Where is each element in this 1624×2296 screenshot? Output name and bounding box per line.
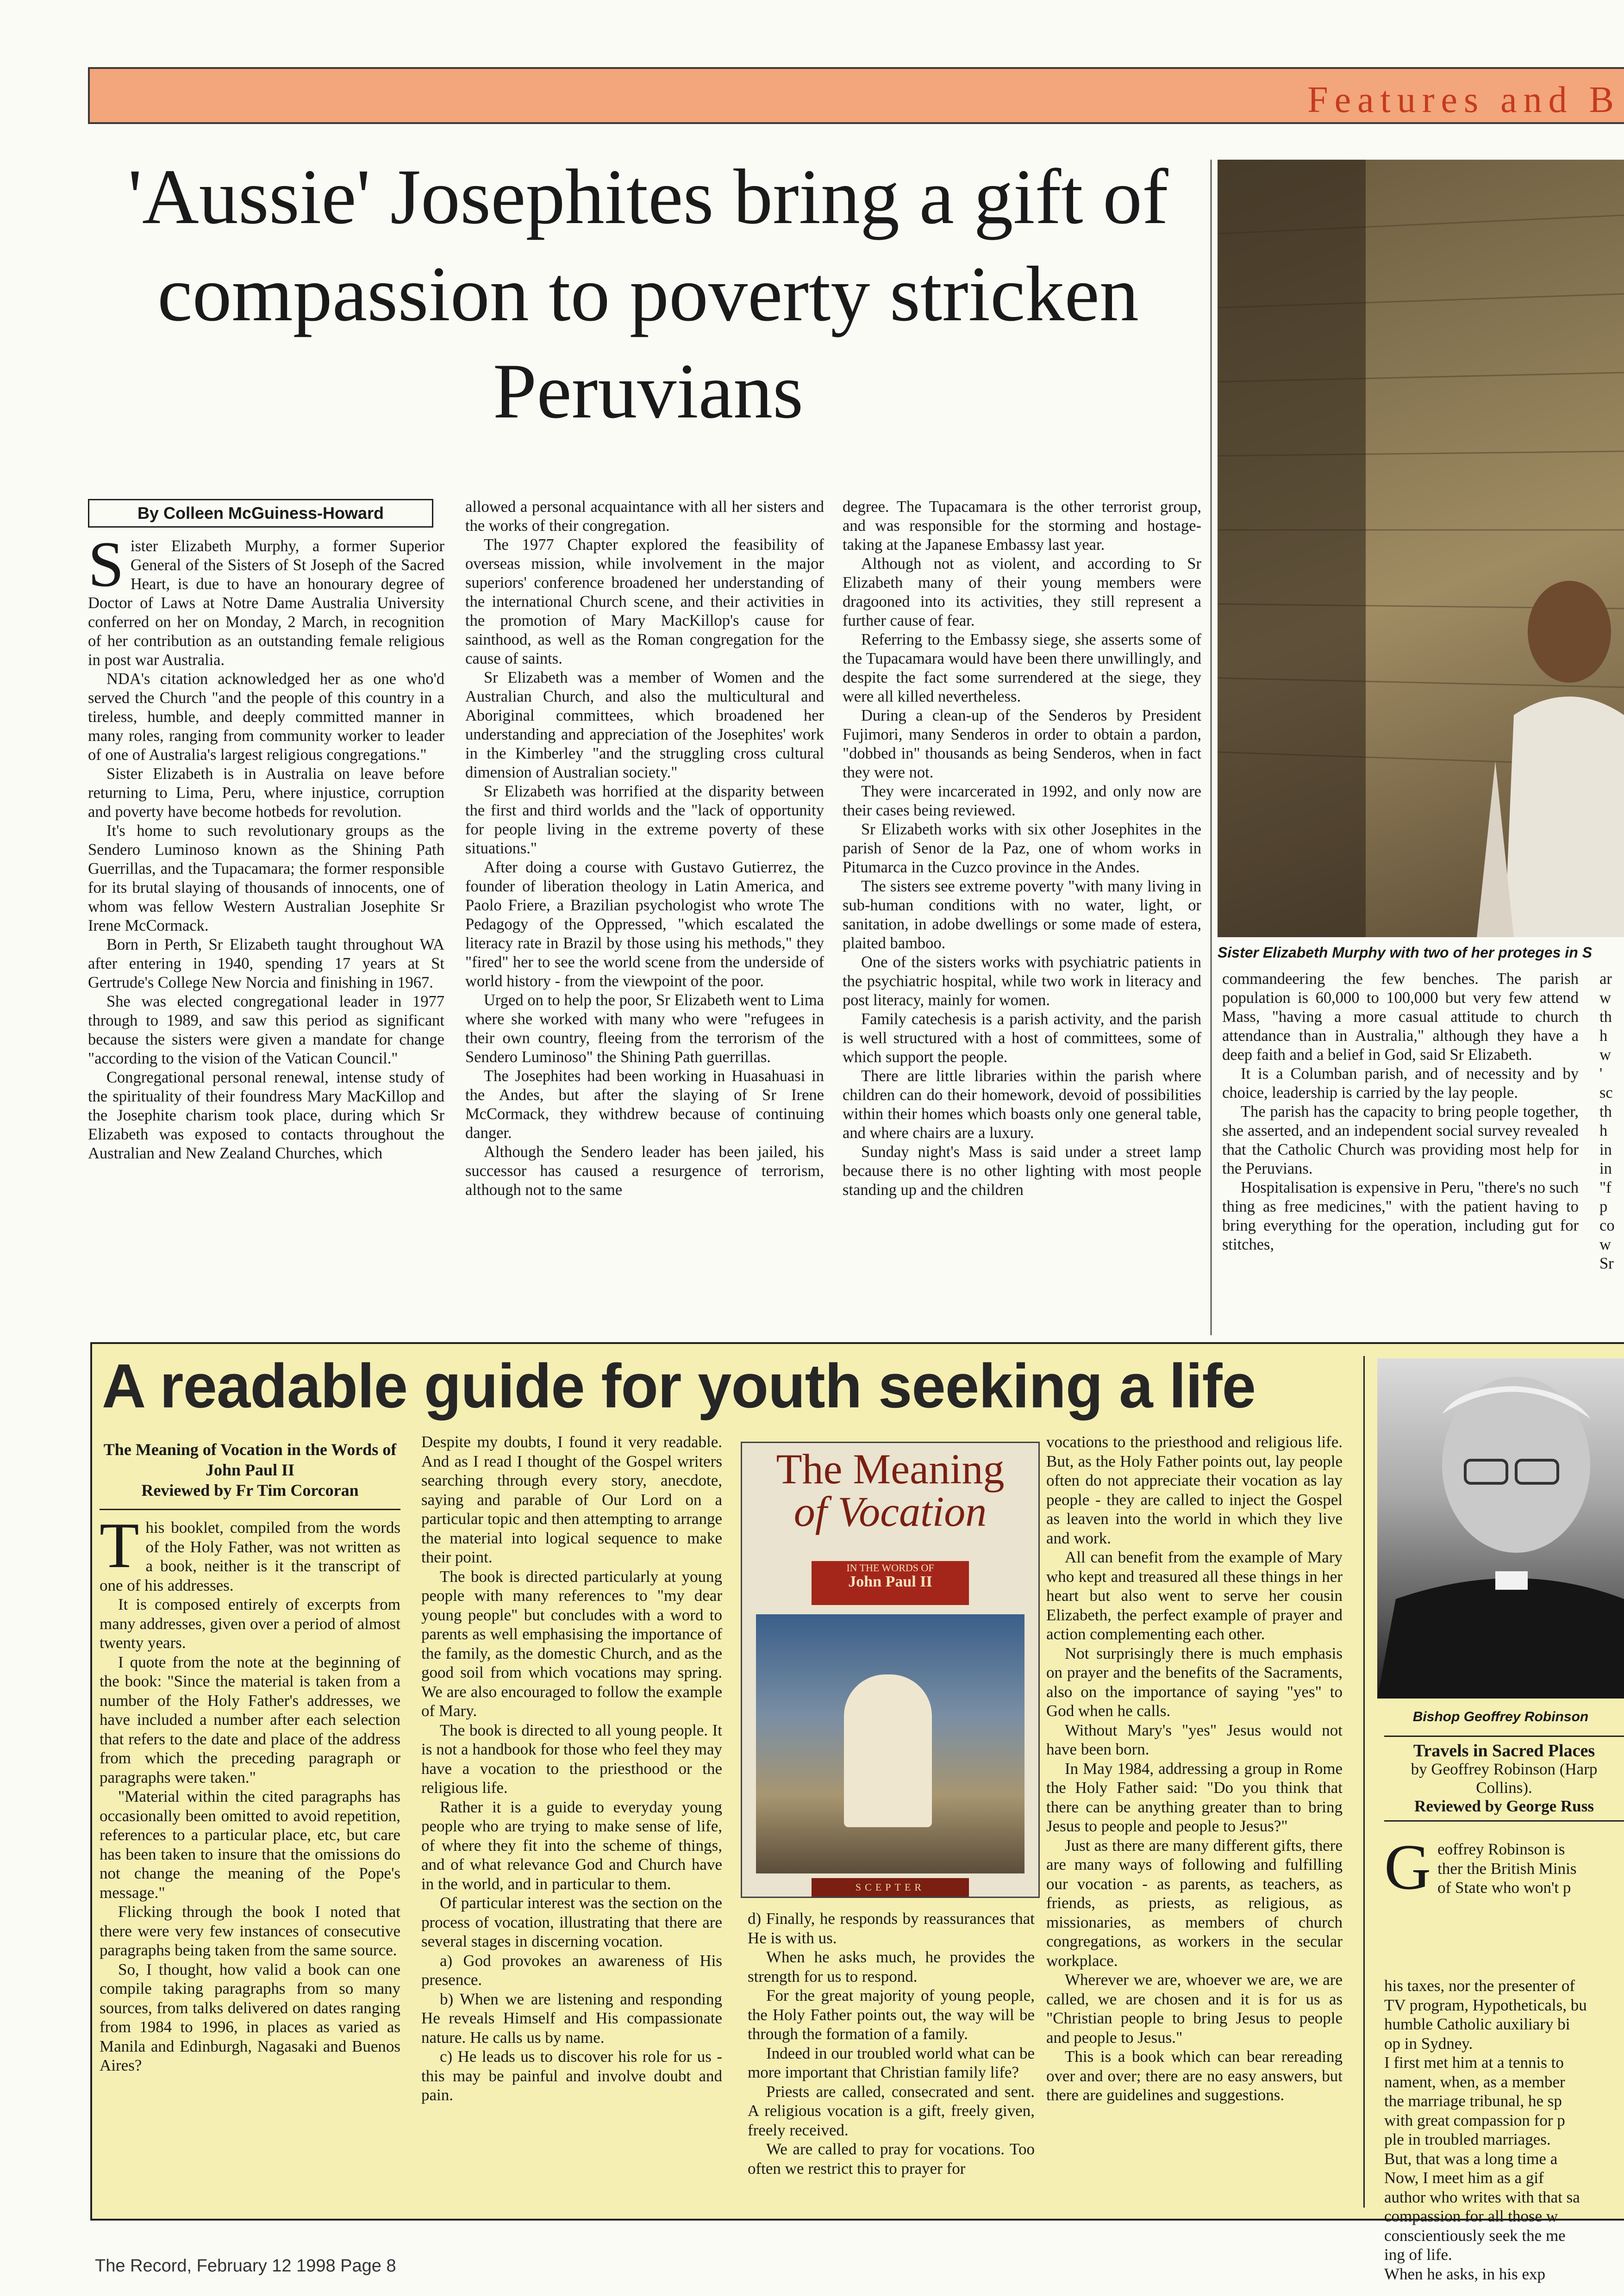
- article-column-1: [88, 529, 444, 1163]
- review-paragraph: This is a book which can bear rereading over and over; there are no easy answers, but there are guidelines and suggestions.: [1046, 2047, 1343, 2104]
- section-banner: [88, 67, 1624, 124]
- article-column-2: [465, 498, 824, 1200]
- page-footer: The Record, February 12 1998 Page 8: [95, 2256, 396, 2276]
- review-paragraph: Flicking through the book I noted that there were very few instances of consecutive paragraphs being taken from the same source.: [100, 1903, 400, 1959]
- article-paragraph: NDA's citation acknowledged her as one who'd served the Church "and the people of this country in a tireless, humble, and deeply committed manner in many roles, ranging from community worker to leader of one of Australia's largest religious congregations.": [88, 670, 444, 764]
- article-paragraph: During a clean-up of the Senderos by President Fujimori, many Senderos in order to obtain a pardon, "dobbed in" thousands as being Senderos, when in fact they were not.: [843, 707, 1201, 781]
- article-paragraph: The sisters see extreme poverty "with many living in sub-human conditions with no water, light, or sanitation, in adobe dwellings or some made of estera, plaited bamboo.: [843, 877, 1201, 952]
- review-paragraph: So, I thought, how valid a book can one compile taking paragraphs from so many sources, from talks delivered on dates ranging from 1984 to 1996, in places as varied as Manila and Edinburgh, Nagasaki and Buenos Aires?: [100, 1960, 400, 2074]
- review-paragraph: Wherever we are, whoever we are, we are called, we are chosen and it is for us as "Christian people to bring Jesus to people and people to Jesus.": [1046, 1971, 1343, 2047]
- review-paragraph: Rather it is a guide to everyday young people who are trying to make sense of life, of where they fit into the scheme of things, and of what relevance God and Church have in the world, and in particular to them.: [421, 1798, 722, 1893]
- review-paragraph: When he asks much, he provides the strength for us to respond.: [748, 1948, 1035, 1985]
- article-paragraph: commandeering the few benches. The parish population is 60,000 to 100,000 but very few attend Mass, "having a more casual attitude to church attendance than in Australia," although they have a deep faith and a belief in God, said Sr Elizabeth.: [1222, 970, 1579, 1064]
- review-paragraph: d) Finally, he responds by reassurances that He is with us.: [748, 1910, 1035, 1947]
- drop-cap: S: [88, 529, 124, 600]
- article-paragraph: One of the sisters works with psychiatric patients in the psychiatric hospital, while two work in literacy and post literacy, mainly for women.: [843, 953, 1201, 1009]
- photo-illustration: [1218, 160, 1624, 937]
- review-column-5: his taxes, nor the presenter of TV program, Hypotheticals, bu humble Catholic auxiliary bi op in Sydney. I first met him at a tennis to nament, when, as a member the marriage tribunal, he sp with great compassion for p ple in troubled marriages. But, that was a long time a Now, I meet him as a gif author who writes with that sa compassion for all those w conscientiously seek the me ing of life. When he asks, in his exp: [1384, 1977, 1587, 2283]
- cover-publisher: SCEPTER: [812, 1878, 969, 1897]
- book-author: by Geoffrey Robinson (Harp: [1411, 1760, 1598, 1778]
- book-publisher: Collins).: [1476, 1779, 1532, 1797]
- review-paragraph: "Material within the cited paragraphs has occasionally been omitted to avoid repetition, references to a particular place, etc, but care has been taken to insure that the omissions do not change the meaning of the Pope's message.": [100, 1787, 400, 1902]
- section-banner-label: Features and B: [1307, 80, 1620, 120]
- cover-photo-pope: [756, 1614, 1024, 1873]
- article-byline: By Colleen McGuiness-Howard: [88, 499, 433, 528]
- article-paragraph: Born in Perth, Sr Elizabeth taught throughout WA after entering in 1940, spending 17 years at St Gertrude's College New Norcia and finishing in 1967.: [88, 936, 444, 991]
- article-paragraph: Referring to the Embassy siege, she asserts some of the Tupacamara would have been there unwillingly, and despite the fact some surrendered at the siege, they were all killed nevertheless.: [843, 631, 1201, 705]
- article-paragraph: The parish has the capacity to bring people together, she asserted, and an independent social survey revealed that the Catholic Church was providing most help for the Peruvians.: [1222, 1103, 1579, 1177]
- photo-illustration: [1377, 1358, 1624, 1699]
- article-paragraph: Family catechesis is a parish activity, and the parish is well structured with a host of committees, some of which support the people.: [843, 1010, 1201, 1066]
- review-column-3: [748, 1909, 1035, 2178]
- article-paragraph: Sr Elizabeth was horrified at the disparity between the first and third worlds and the "lack of opportunity for people living in the extreme poverty of these situations.": [465, 783, 824, 857]
- article-paragraph: Although not as violent, and according to Sr Elizabeth many of their young members were dragooned into its activities, they still represent a further cause of fear.: [843, 555, 1201, 629]
- article-paragraph: Urged on to help the poor, Sr Elizabeth went to Lima where she worked with many who were "refugees in their own country, fleeing from the terrorism of the Sendero Luminoso" the Shining Path guerrillas.: [465, 991, 824, 1066]
- review-paragraph: We are called to pray for vocations. Too often we restrict this to prayer for: [748, 2140, 1035, 2178]
- article-paragraph: Sr Elizabeth works with six other Josephites in the parish of Senor de la Paz, one of whom works in Pitumarca in the Cuzco province in the Andes.: [843, 821, 1201, 876]
- review-column-2: [421, 1432, 722, 2105]
- article-column-5-clipped: ar w th h w ' sc th h in in "f p co w Sr: [1599, 970, 1615, 1272]
- pope-figure: [844, 1674, 932, 1827]
- article-paragraph: Congregational personal renewal, intense study of the spirituality of their foundress Mary MacKillop and the Josephite charism took place, during which Sr Elizabeth was exposed to contacts throughout the Australian and New Zealand Churches, which: [88, 1069, 444, 1162]
- book-info: [1384, 1736, 1624, 1822]
- book-title: Travels in Sacred Places: [1413, 1741, 1595, 1761]
- article-headline: 'Aussie' Josephites bring a gift of compassion to poverty stricken Peruvians: [128, 153, 1168, 435]
- review-paragraph: Not surprisingly there is much emphasis on prayer and the benefits of the Sacraments, also on the importance of saying "yes" to God when he calls.: [1046, 1644, 1343, 1720]
- review-column-1: [100, 1510, 400, 2075]
- review-paragraph: I quote from the note at the beginning of the book: "Since the material is taken from a number of the Holy Father's addresses, we have included a number after each selection that refers to the date and place of the address from which the preceding paragraph or paragraphs were taken.": [100, 1653, 400, 1786]
- article-column-3: [843, 498, 1201, 1200]
- review-paragraph: Despite my doubts, I found it very readable. And as I read I thought of the Gospel writers searching through every story, anecdote, saying and parable of Our Lord on a particular topic and then attempting to arrange the material into logical sequence to make their point.: [421, 1433, 722, 1566]
- review-paragraph: Without Mary's "yes" Jesus would not have been born.: [1046, 1721, 1343, 1758]
- article-paragraph: It's home to such revolutionary groups as the Sendero Luminoso known as the Shining Path Guerrillas, and the Tupacamara; the former responsible for its brutal slaying of thousands of innocents, one of whom was fellow Western Australian Josephite Sr Irene McCormack.: [88, 822, 444, 934]
- drop-cap: G: [1384, 1840, 1431, 1898]
- photo-caption: Bishop Geoffrey Robinson: [1412, 1709, 1589, 1724]
- column-divider: [1211, 160, 1212, 1335]
- article-paragraph: It is a Columban parish, and of necessity and by choice, leadership is carried by the lay people.: [1222, 1065, 1579, 1101]
- article-paragraph: The Josephites had been working in Huasahuasi in the Andes, but after the slaying of Sr Irene McCormack, they withdrew because of continuing danger.: [465, 1067, 824, 1142]
- article-paragraph: Sister Elizabeth Murphy, a former Superior General of the Sisters of St Joseph of the Sacred Heart, is due to have an honourary degree of Doctor of Laws at Notre Dame Australia University conferred on her on Monday, 2 March, in recognition of her contribution as an outstanding female religious in post war Australia.: [88, 529, 444, 669]
- article-column-4: [1222, 970, 1579, 1254]
- article-paragraph: They were incarcerated in 1992, and only now are their cases being reviewed.: [843, 783, 1201, 819]
- cover-title: The Meaning of Vocation: [776, 1445, 1005, 1535]
- article-paragraph: She was elected congregational leader in 1977 through to 1989, and saw this period as significant because the sisters were given a mandate for change "according to the vision of the Vatican Council.": [88, 993, 444, 1067]
- review-column-4: [1046, 1432, 1343, 2105]
- article-paragraph: The 1977 Chapter explored the feasibility of overseas mission, while involvement in the major superiors' conference broadened her understanding of the international Church scene, and their activities in the promotion of Mary MacKillop's cause for sainthood, as well as the Roman congregation for the cause of saints.: [465, 536, 824, 667]
- reviewer: Reviewed by George Russ: [1414, 1797, 1594, 1815]
- article-paragraph: degree. The Tupacamara is the other terrorist group, and was responsible for the storming and hostage-taking at the Japanese Embassy last year.: [843, 498, 1201, 554]
- review-paragraph: This booklet, compiled from the words of the Holy Father, was not written as a book, neither is it the transcript of one of his addresses.: [100, 1510, 400, 1594]
- article-paragraph: Sr Elizabeth was a member of Women and the Australian Church, and also the multicultural and Aboriginal committees, which broadened her understanding and appreciation of the Josephites' work in the Kimberley "and the struggling cross cultural dimension of Australian society.": [465, 669, 824, 781]
- photo-bishop: [1377, 1358, 1624, 1699]
- review-paragraph: For the great majority of young people, the Holy Father points out, the way will be through the formation of a family.: [748, 1986, 1035, 2043]
- review-paragraph: In May 1984, addressing a group in Rome the Holy Father said: "Do you think that there can be anything greater than to bring Jesus to people and people to Jesus?": [1046, 1759, 1343, 1835]
- review-paragraph: All can benefit from the example of Mary who kept and treasured all these things in her heart but also went to serve her cousin Elizabeth, the perfect example of prayer and action complementing each other.: [1046, 1548, 1343, 1643]
- review-paragraph: Of particular interest was the section on the process of vocation, illustrating that there are several stages in discerning vocation.: [421, 1894, 722, 1950]
- book-info: [100, 1439, 400, 1510]
- article-paragraph: Sister Elizabeth is in Australia on leave before returning to Lima, Peru, where injustice, corruption and poverty have become hotbeds for revolution.: [88, 765, 444, 821]
- reviewer: Reviewed by Fr Tim Corcoran: [141, 1481, 359, 1500]
- review-column-5-top: G eoffrey Robinson is ther the British Minis of State who won't p: [1384, 1840, 1577, 1898]
- cover-subtitle: IN THE WORDS OF John Paul II: [812, 1561, 969, 1605]
- article-paragraph: After doing a course with Gustavo Gutierrez, the founder of liberation theology in Latin America, and Paolo Friere, a Brazilian psychologist who wrote The Pedagogy of the Oppressed, "which escalated the literacy rate in Brazil by those using his methods," they "fired" her to see the world scene from the underside of world history - from the viewpoint of the poor.: [465, 859, 824, 990]
- review-paragraph: The book is directed particularly at young people with many references to "my dear young people" but concludes with a word to parents as well emphasising the importance of the family, as the domestic Church, and as the good soil from which vocations may spring. We are also encouraged to follow the example of Mary.: [421, 1567, 722, 1720]
- article-paragraph: allowed a personal acquaintance with all her sisters and the works of their congregation.: [465, 498, 824, 535]
- book-cover: [741, 1442, 1040, 1898]
- photo-sister-with-children: [1218, 160, 1624, 937]
- article-paragraph: Sunday night's Mass is said under a street lamp because there is no other lighting with most people standing up and the children: [843, 1143, 1201, 1199]
- review-paragraph: Priests are called, consecrated and sent. A religious vocation is a gift, freely given, freely received.: [748, 2082, 1035, 2139]
- article-paragraph: There are little libraries within the parish where children can do their homework, devoid of possibilities within their homes which boasts only one general table, and where chairs are a luxury.: [843, 1067, 1201, 1142]
- review-headline: A readable guide for youth seeking a life: [102, 1351, 1256, 1421]
- review-paragraph: It is composed entirely of excerpts from many addresses, given over a period of almost twenty years.: [100, 1595, 400, 1652]
- article-paragraph: Although the Sendero leader has been jailed, his successor has caused a resurgence of terrorism, although not to the same: [465, 1143, 824, 1199]
- article-paragraph: Hospitalisation is expensive in Peru, "there's no such thing as free medicines," with the patient having to bring everything for the operation, including gut for stitches,: [1222, 1179, 1579, 1253]
- review-paragraph: b) When we are listening and responding He reveals Himself and His compassionate nature. He calls us by name.: [421, 1990, 722, 2047]
- photo-caption: Sister Elizabeth Murphy with two of her proteges in S: [1218, 944, 1592, 961]
- review-paragraph: c) He leads us to discover his role for us - this may be painful and involve doubt and pain.: [421, 2047, 722, 2104]
- review-paragraph: a) God provokes an awareness of His presence.: [421, 1951, 722, 1989]
- drop-cap: T: [100, 1510, 139, 1581]
- review-paragraph: Indeed in our troubled world what can be more important that Christian family life?: [748, 2044, 1035, 2081]
- review-paragraph: The book is directed to all young people. It is not a handbook for those who feel they may have a vocation to the priesthood or the religious life.: [421, 1721, 722, 1797]
- review-paragraph: Just as there are many different gifts, there are many ways of following and fulfilling our vocation - as parents, as teachers, as friends, as priests, as religious, as missionaries, as members of church congregations, as workers in the secular workplace.: [1046, 1836, 1343, 1970]
- column-divider: [1363, 1356, 1365, 2208]
- book-title: The Meaning of Vocation in the Words of John Paul II: [103, 1440, 397, 1479]
- review-paragraph: vocations to the priesthood and religious life. But, as the Holy Father points out, lay people often do not appreciate their vocation as lay people - they are called to inject the Gospel as leaven into the world in which they live and work.: [1046, 1433, 1343, 1547]
